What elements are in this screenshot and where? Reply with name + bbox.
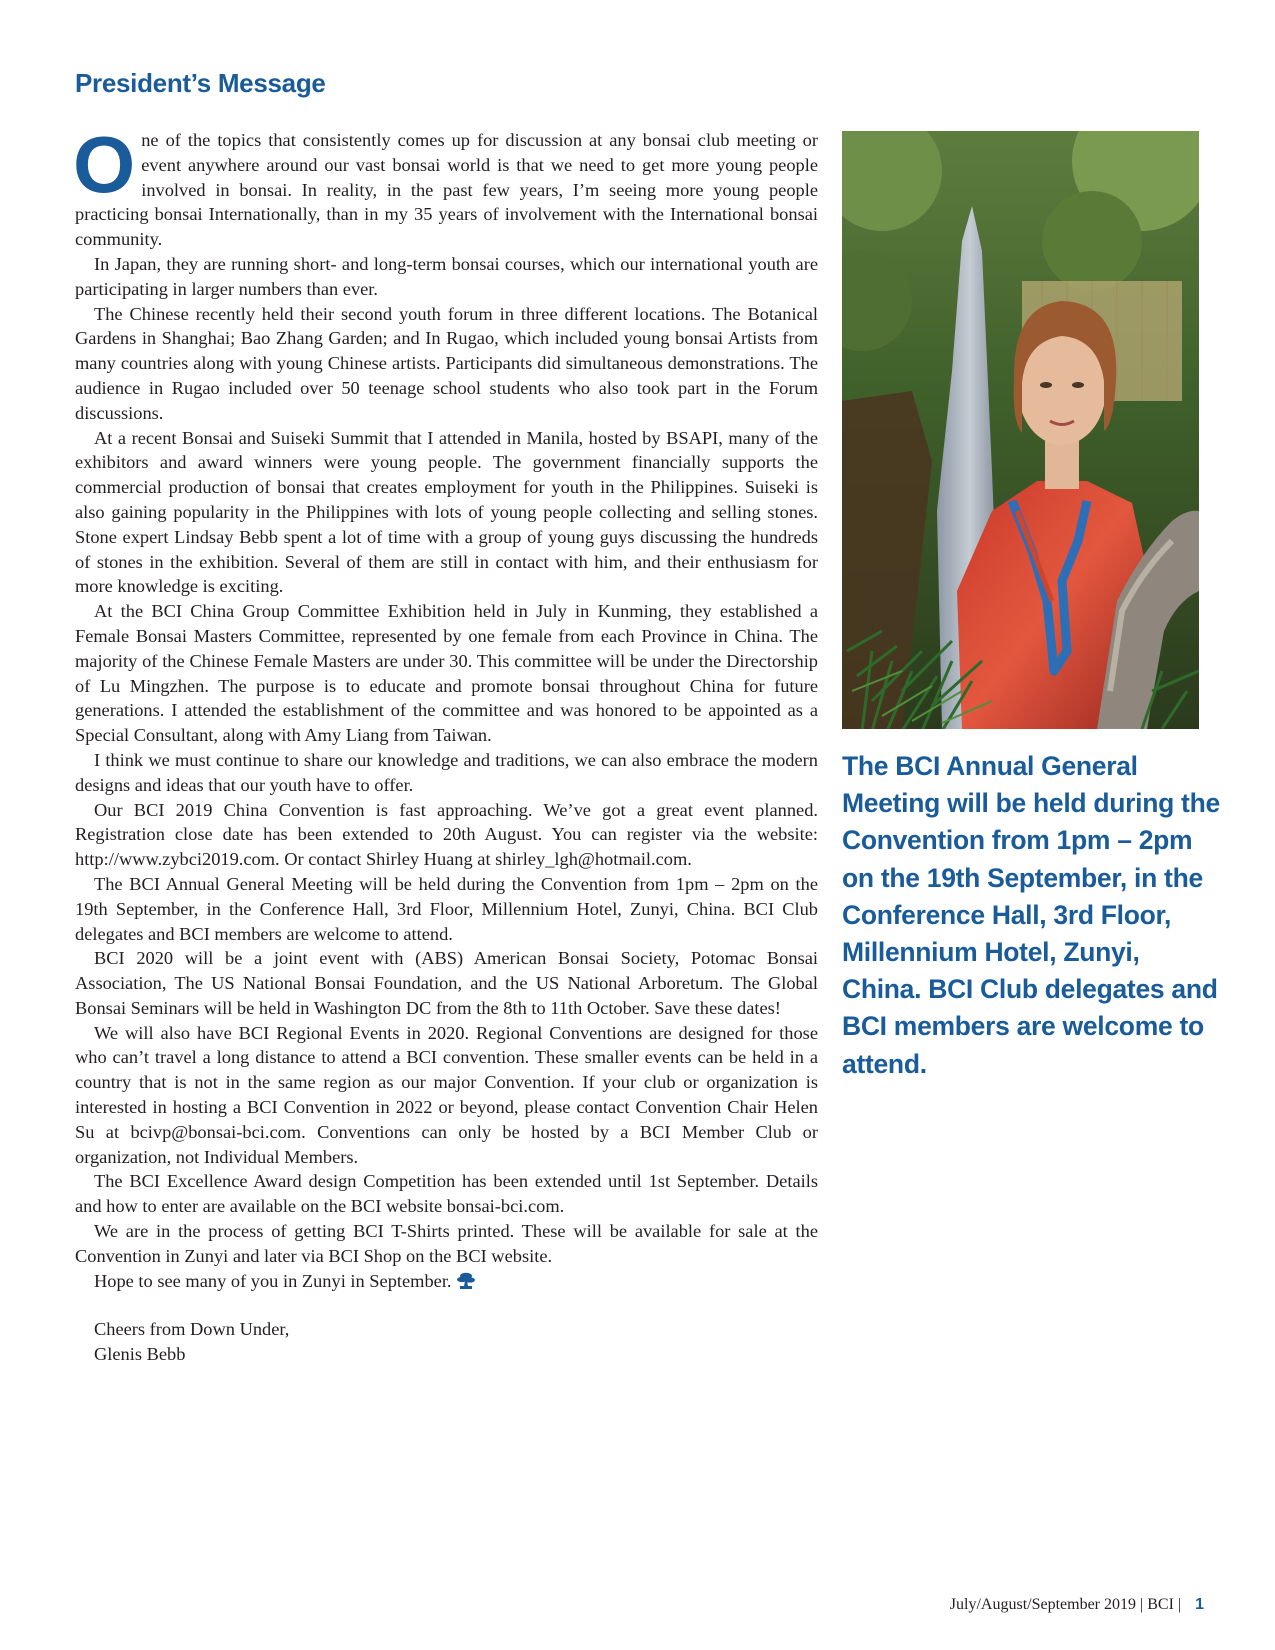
article-paragraph: One of the topics that consistently comes up for discussion at any bonsai club meeting or event anywhere around our vast bonsai world is that we need to get more young people involved in bonsai. In reality, in the past few years, I’m seeing more young people practicing bonsai Internationally, than in my 35 years of involvement with the International bonsai community. xyxy=(73,120,818,250)
page-title: President’s Message xyxy=(75,68,326,98)
article-paragraph: In Japan, they are running short- and long-term bonsai courses, which our international youth are participating in larger numbers than ever. xyxy=(75,253,818,299)
page-footer xyxy=(950,1596,1204,1614)
meeting-callout: The BCI Annual General Meeting will be held during the Convention from 1pm – 2pm on the 19th September, in the Conference Hall, 3rd Floor, Millennium Hotel, Zunyi, China. BCI Club delegates and BCI members are welcome to attend. xyxy=(842,751,1220,1079)
footer-divider: | xyxy=(1140,1596,1144,1613)
article-paragraph: I think we must continue to share our knowledge and traditions, we can also embrace the modern designs and ideas that our youth have to offer. xyxy=(75,749,818,795)
article-paragraph: At the BCI China Group Committee Exhibition held in July in Kunming, they established a Female Bonsai Masters Committee, represented by one female from each Province in China. The majority of the Chinese Female Masters are under 30. This committee will be under the Directorship of Lu Mingzhen. The purpose is to educate and promote bonsai throughout China for future generations. I attended the establishment of the committee and was honored to be appointed as a Special Consultant, along with Amy Liang from Taiwan. xyxy=(75,601,818,746)
article-paragraph: Our BCI 2019 China Convention is fast approaching. We’ve got a great event planned. Registration close date has been extended to 20th August. You can register via the website: http://www.zybci2019.com. Or contact Shirley Huang at shirley_lgh@hotmail.com. xyxy=(75,799,818,870)
page-number: 1 xyxy=(1195,1596,1204,1613)
bonsai-tree-icon xyxy=(456,1271,476,1290)
signature: Glenis Bebb xyxy=(94,1344,186,1365)
article-paragraph: At a recent Bonsai and Suiseki Summit that I attended in Manila, hosted by BSAPI, many of the exhibitors and award winners were young people. The government financially supports the commercial production of bonsai that creates employment for youth in the Philippines. Suiseki is also gaining popularity in the Philippines with lots of young people collecting and selling stones. Stone expert Lindsay Bebb spent a lot of time with a group of young guys discussing the hundreds of stones in the exhibition. Several of them are still in contact with him, and their enthusiasm for more knowledge is exciting. xyxy=(75,427,818,597)
article-paragraph: BCI 2020 will be a joint event with (ABS) American Bonsai Society, Potomac Bonsai Association, The US National Bonsai Foundation, and the US National Arboretum. The Global Bonsai Seminars will be held in Washington DC from the 8th to 11th October. Save these dates! xyxy=(75,948,818,1018)
portrait-photo xyxy=(842,131,1199,729)
article-body xyxy=(73,120,818,1367)
drop-cap: O xyxy=(73,120,136,209)
article-paragraph: The BCI Excellence Award design Competition has been extended until 1st September. Details and how to enter are available on the BCI website bonsai-bci.com. xyxy=(75,1171,818,1217)
article-paragraph: We are in the process of getting BCI T-Shirts printed. These will be available for sale at the Convention in Zunyi and later via BCI Shop on the BCI website. xyxy=(75,1221,818,1266)
issue-date: July/August/September 2019 xyxy=(949,1596,1137,1613)
article-paragraph: We will also have BCI Regional Events in 2020. Regional Conventions are designed for those who can’t travel a long distance to attend a BCI convention. These smaller events can be held in a country that is not in the same region as our major Convention. If your club or organization is interested in hosting a BCI Convention in 2022 or beyond, please contact Convention Chair Helen Su at bcivp@bonsai-bci.com. Conventions can only be hosted by a BCI Member Club or organization, not Individual Members. xyxy=(75,1022,818,1167)
article-paragraph: The BCI Annual General Meeting will be held during the Convention from 1pm – 2pm on the 19th September, in the Conference Hall, 3rd Floor, Millennium Hotel, Zunyi, China. BCI Club delegates and BCI members are welcome to attend. xyxy=(75,873,818,944)
publication-name: BCI xyxy=(1147,1596,1174,1613)
article-paragraph: Hope to see many of you in Zunyi in September. xyxy=(75,1269,818,1294)
footer-divider: | xyxy=(1177,1596,1182,1613)
closing-line: Cheers from Down Under, xyxy=(94,1319,290,1340)
article-paragraph: The Chinese recently held their second youth forum in three different locations. The Botanical Gardens in Shanghai; Bao Zhang Garden; and In Rugao, which included young bonsai Artists from many countries along with young Chinese artists. Participants did simultaneous demonstrations. The audience in Rugao included over 50 teenage school students who also took part in the Forum discussions. xyxy=(75,303,818,423)
